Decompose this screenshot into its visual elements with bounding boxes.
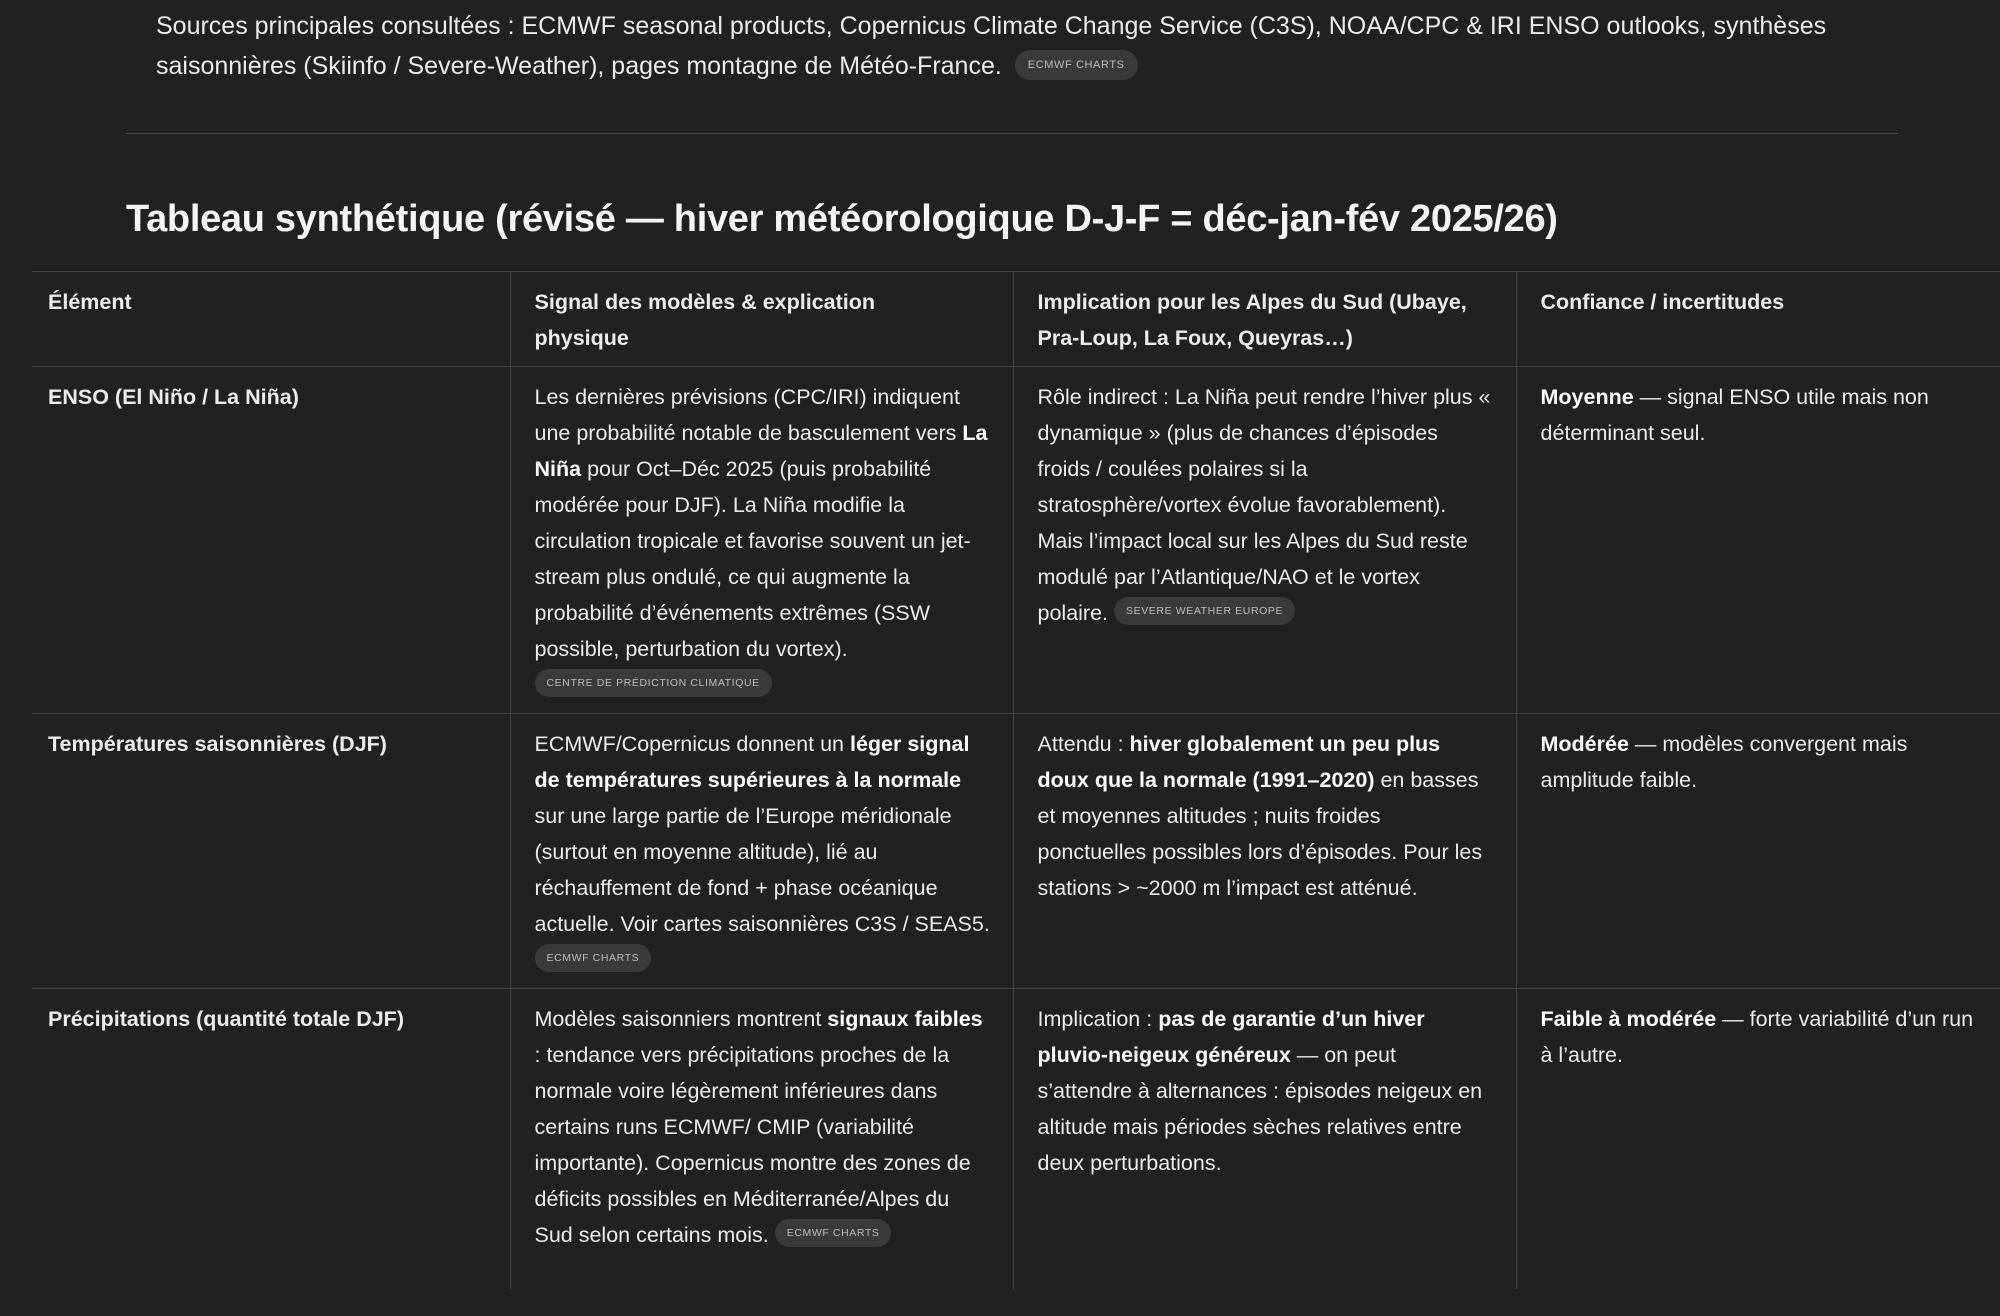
citation-badge[interactable]: ECMWF CHARTS <box>535 944 652 972</box>
cell-implication: Implication : pas de garantie d’un hiver pluvio-neigeux généreux — on peut s’attendre à alternances : épisodes neigeux en altitude mais périodes sèches relatives entre deux perturbations. <box>1013 989 1516 1289</box>
cell-element: Précipitations (quantité totale DJF) <box>32 989 510 1289</box>
table-row <box>32 714 2000 989</box>
sources-paragraph <box>156 6 1856 86</box>
header-implication: Implication pour les Alpes du Sud (Ubaye, Pra-Loup, La Foux, Queyras…) <box>1013 272 1516 367</box>
header-signal: Signal des modèles & explication physique <box>510 272 1013 367</box>
table-header-row <box>32 272 2000 367</box>
citation-badge[interactable]: CENTRE DE PRÉDICTION CLIMATIQUE <box>535 669 772 697</box>
table-row <box>32 989 2000 1289</box>
header-element: Élément <box>32 272 510 367</box>
sources-text: Sources principales consultées : ECMWF seasonal products, Copernicus Climate Change Service (C3S), NOAA/CPC & IRI ENSO outlooks, synthèses saisonnières (Skiinfo / Severe-Weather), pages montagne de Météo-France. <box>156 12 1827 80</box>
cell-implication: Attendu : hiver globalement un peu plus doux que la normale (1991–2020) en basses et moyennes altitudes ; nuits froides ponctuelles possibles lors d’épisodes. Pour les stations > ~2000 m l’impact est atténué. <box>1013 714 1516 989</box>
cell-confidence: Moyenne — signal ENSO utile mais non déterminant seul. <box>1516 367 2000 714</box>
citation-badge[interactable]: SEVERE WEATHER EUROPE <box>1114 597 1295 625</box>
cell-confidence: Modérée — modèles convergent mais amplitude faible. <box>1516 714 2000 989</box>
synthesis-table <box>32 271 2000 1289</box>
citation-badge[interactable]: ECMWF CHARTS <box>1015 50 1138 80</box>
citation-badge[interactable]: ECMWF CHARTS <box>775 1219 892 1247</box>
header-confidence: Confiance / incertitudes <box>1516 272 2000 367</box>
horizontal-divider <box>126 133 1898 134</box>
cell-signal: Les dernières prévisions (CPC/IRI) indiquent une probabilité notable de basculement vers La Niña pour Oct–Déc 2025 (puis probabilité modérée pour DJF). La Niña modifie la circulation tropicale et favorise souvent un jet-stream plus ondulé, ce qui augmente la probabilité d’événements extrêmes (SSW possible, perturbation du vortex). CENTRE DE PRÉDICTION CLIMATIQUE <box>510 367 1013 714</box>
cell-element: Températures saisonnières (DJF) <box>32 714 510 989</box>
cell-signal: ECMWF/Copernicus donnent un léger signal de températures supérieures à la normale sur une large partie de l’Europe méridionale (surtout en moyenne altitude), lié au réchauffement de fond + phase océanique actuelle. Voir cartes saisonnières C3S / SEAS5. ECMWF CHARTS <box>510 714 1013 989</box>
cell-element: ENSO (El Niño / La Niña) <box>32 367 510 714</box>
table-heading: Tableau synthétique (révisé — hiver météorologique D-J-F = déc-jan-fév 2025/26) <box>126 198 1558 240</box>
table-row <box>32 367 2000 714</box>
cell-implication: Rôle indirect : La Niña peut rendre l’hiver plus « dynamique » (plus de chances d’épisodes froids / coulées polaires si la stratosphère/vortex évolue favorablement). Mais l’impact local sur les Alpes du Sud reste modulé par l’Atlantique/NAO et le vortex polaire. SEVERE WEATHER EUROPE <box>1013 367 1516 714</box>
cell-confidence: Faible à modérée — forte variabilité d’un run à l’autre. <box>1516 989 2000 1289</box>
cell-signal: Modèles saisonniers montrent signaux faibles : tendance vers précipitations proches de la normale voire légèrement inférieures dans certains runs ECMWF/ CMIP (variabilité importante). Copernicus montre des zones de déficits possibles en Méditerranée/Alpes du Sud selon certains mois. ECMWF CHARTS <box>510 989 1013 1289</box>
